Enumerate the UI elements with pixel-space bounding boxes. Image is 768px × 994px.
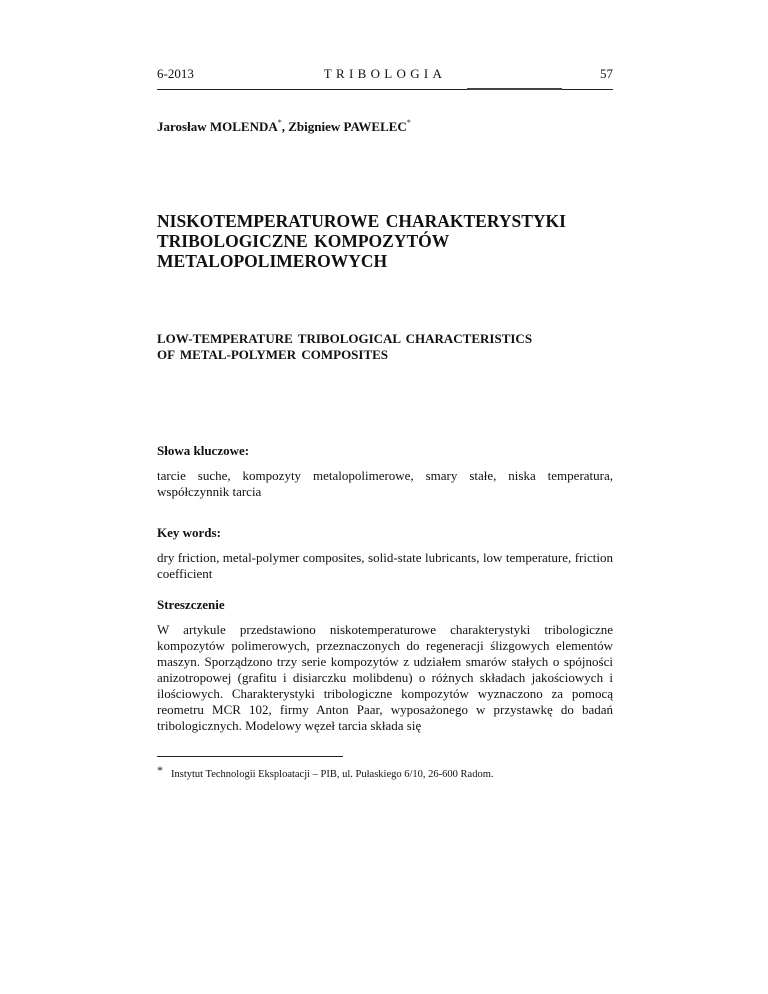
author-1: Jarosław MOLENDA	[157, 119, 278, 134]
keywords-english-text: dry friction, metal-polymer composites, solid-state lubricants, low temperature, friction coefficient	[157, 550, 613, 581]
title-polish-line: METALOPOLIMEROWYCH	[157, 251, 388, 271]
authors-line	[157, 118, 411, 135]
title-polish-line: TRIBOLOGICZNE KOMPOZYTÓW	[157, 231, 450, 251]
author-separator: ,	[281, 119, 289, 134]
keywords-polish-section	[157, 443, 613, 500]
footnote-mark: *	[157, 763, 163, 777]
footnote	[157, 763, 494, 780]
page-number: 57	[600, 66, 613, 81]
affiliation-mark-2: *	[406, 118, 411, 127]
affiliation-mark-1: *	[277, 118, 282, 127]
footnote-rule	[157, 756, 343, 757]
abstract-heading: Streszczenie	[157, 597, 225, 612]
footnote-text: Instytut Technologii Eksploatacji – PIB, ul. Pułaskiego 6/10, 26-600 Radom.	[171, 769, 494, 780]
issue-number: 6-2013	[157, 66, 194, 81]
keywords-polish-text: tarcie suche, kompozyty metalopolimerowe, smary stałe, niska temperatura, współczynnik tarcia	[157, 468, 613, 499]
keywords-english-heading: Key words:	[157, 525, 221, 540]
abstract-text: W artykule przedstawiono niskotemperaturowe charakterystyki tribologiczne kompozytów polimerowych, przeznaczonych do regeneracji ślizgowych elementów maszyn. Sporządzono trzy serie kompozytów z udziałem smarów stałych o spójności anizotropowej (grafitu i disiarczku molibdenu) o różnych składach jakościowych i ilościowych. Charakterystyki tribologiczne kompozytów wyznaczono za pomocą reometru MCR 102, firmy Anton Paar, wyposażonego w przystawkę do badań tribologicznych. Modelowy węzeł tarcia składa się	[157, 622, 613, 733]
title-english	[157, 331, 613, 363]
running-header	[157, 59, 613, 85]
keywords-english-section	[157, 525, 613, 582]
title-english-line: OF METAL-POLYMER COMPOSITES	[157, 347, 389, 362]
abstract-section	[157, 597, 613, 734]
title-english-line: LOW-TEMPERATURE TRIBOLOGICAL CHARACTERISTICS	[157, 331, 533, 346]
title-polish-line: NISKOTEMPERATUROWE CHARAKTERYSTYKI	[157, 211, 566, 231]
keywords-polish-heading: Słowa kluczowe:	[157, 443, 250, 458]
header-rule	[157, 89, 613, 90]
journal-name: TRIBOLOGIA	[323, 66, 447, 81]
title-polish	[157, 211, 613, 271]
author-2: Zbigniew PAWELEC	[288, 119, 407, 134]
